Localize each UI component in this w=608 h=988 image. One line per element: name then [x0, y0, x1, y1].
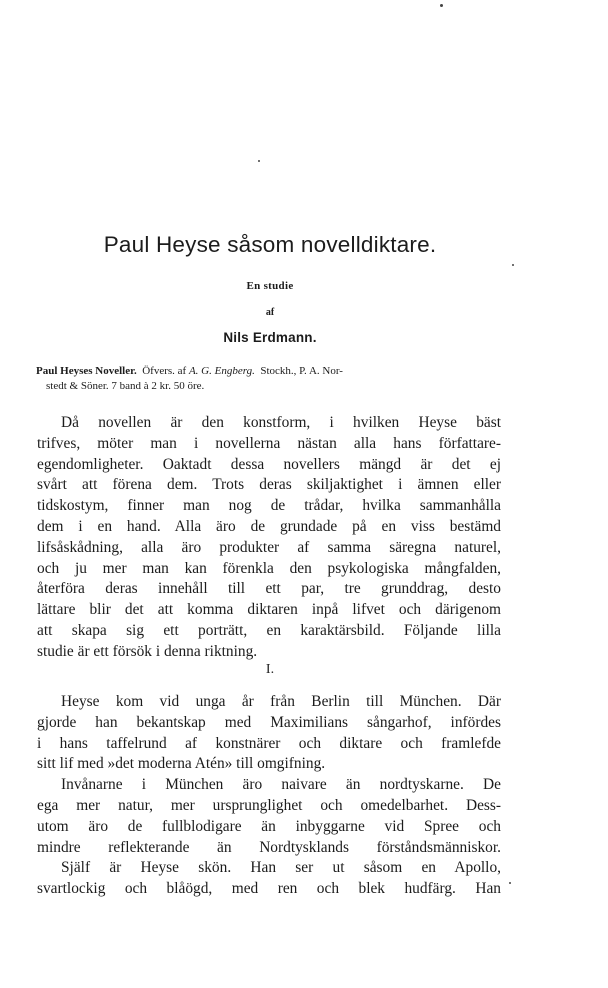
print-speck: [440, 4, 443, 7]
text-line: sitt lif med »det moderna Atén» till omgifning.: [37, 755, 326, 773]
intro-paragraph: [37, 413, 501, 663]
text-line: lifsåskådning, alla äro produkter af samma säregna naturel,: [37, 538, 501, 556]
text-line: Själf är Heyse skön. Han ser ut såsom en Apollo,: [61, 859, 501, 877]
text-line: mindre reflekterande än Nordtysklands förståndsmänniskor.: [37, 838, 501, 856]
text-line: tidskostym, finner man nog de trådar, hvilka sammanhålla: [37, 497, 501, 515]
text-line: dem i en hand. Alla äro de grundade på en viss bestämd: [37, 517, 501, 535]
bibliography-line-2: stedt & Söner. 7 band à 2 kr. 50 öre.: [46, 379, 205, 392]
section-one-text: [37, 692, 501, 900]
text-line: trifves, möter man i novellerna nästan alla hans författare-: [37, 434, 501, 452]
print-speck: [509, 882, 511, 884]
bibliography-note: [36, 364, 510, 393]
byline-af: af: [265, 307, 275, 318]
text-line: och ju mer man kan förenkla den psykologiska mångfalden,: [37, 559, 501, 577]
text-line: svartlockig och blåögd, med ren och blek hudfärg. Han: [37, 880, 501, 898]
text-line: lättare blir det att komma diktaren inpå lifvet och därigenom: [37, 601, 501, 619]
text-line: återföra deras innehåll till ett par, tre grunddrag, desto: [37, 580, 501, 598]
print-speck: [512, 264, 514, 266]
text-line: utom äro de fullblodigare än inbyggarne vid Spree och: [37, 817, 501, 835]
article-subtitle: En studie: [246, 280, 294, 292]
text-line: Heyse kom vid unga år från Berlin till München. Där: [61, 693, 501, 710]
bibliography-work: Paul Heyses Noveller.: [36, 365, 137, 377]
print-speck: [258, 160, 260, 162]
text-line: ega mer natur, mer ursprunglighet och omedelbarhet. Dess-: [37, 796, 501, 814]
text-line: egendomligheter. Oaktadt dessa novellers mängd är det ej: [37, 455, 501, 473]
text-line: Då novellen är den konstform, i hvilken Heyse bäst: [61, 414, 501, 431]
bibliography-line-1: [36, 364, 510, 379]
bibliography-translator: A. G. Engberg.: [188, 365, 255, 377]
article-author: Nils Erdmann.: [223, 330, 317, 345]
text-line: studie är ett försök i denna riktning.: [37, 642, 258, 660]
bibliography-translation-prefix: Öfvers. af: [142, 365, 187, 377]
text-line: svårt att förena dem. Trots deras skiljaktighet i ämnen eller: [37, 476, 501, 494]
text-line: i hans taffelrund af konstnärer och diktare och framlefde: [37, 734, 501, 752]
text-line: att skapa sig ett porträtt, en karaktärsbild. Följande lilla: [37, 621, 501, 639]
bibliography-publisher: Stockh., P. A. Nor-: [260, 365, 343, 377]
text-line: gjorde han bekantskap med Maximilians sångarhof, infördes: [37, 713, 501, 731]
text-line: Invånarne i München äro naivare än nordtyskarne. De: [61, 776, 501, 794]
section-heading: I.: [265, 662, 275, 677]
article-title: Paul Heyse såsom novelldiktare.: [103, 232, 437, 257]
